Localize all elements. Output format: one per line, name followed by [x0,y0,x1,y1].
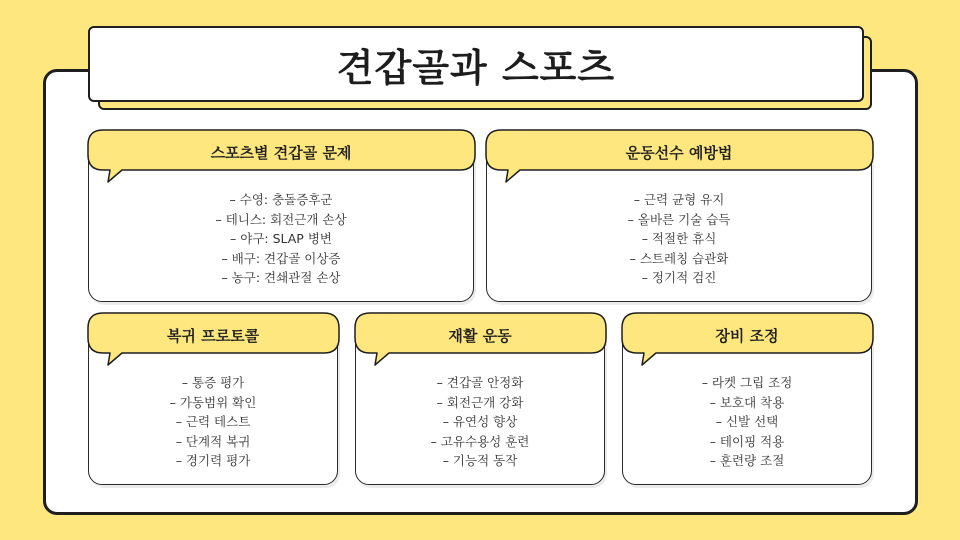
card-rehab-exercise [355,313,605,485]
list-item: – 보호대 착용 [709,394,785,410]
list-item: – 기능적 동작 [442,453,518,468]
card-heading: 장비 조정 [715,326,779,345]
list-item: – 올바른 기술 습득 [627,211,731,227]
list-item: – 근력 테스트 [175,414,251,429]
list-item: – 근력 균형 유지 [633,192,725,207]
list-item: – 통증 평가 [181,375,245,390]
list-item: – 견갑골 안정화 [436,375,524,390]
card-heading: 복귀 프로토콜 [166,326,260,345]
list-item: – 신발 선택 [715,414,779,429]
card-heading: 운동선수 예방법 [625,143,733,162]
card-list [623,373,871,471]
list-item: – 수영: 충돌증후군 [229,192,333,207]
list-item: – 단계적 복귀 [175,433,251,449]
list-item: – 유연성 향상 [442,414,518,429]
card-list [356,373,604,471]
card-list [89,190,473,288]
list-item: – 가동범위 확인 [169,394,257,410]
list-item: – 적절한 휴식 [641,231,717,246]
list-item: – 테이핑 적용 [709,433,785,449]
list-item: – 테니스: 회전근개 손상 [215,211,347,227]
list-item: – 회전근개 강화 [436,394,524,410]
list-item: – 농구: 견쇄관절 손상 [221,270,341,285]
list-item: – 야구: SLAP 병변 [230,231,332,246]
title-card [88,26,864,102]
card-list [89,373,337,471]
card-heading: 스포츠별 견갑골 문제 [210,143,352,162]
page-title: 견갑골과 스포츠 [336,45,616,90]
list-item: – 라켓 그립 조정 [701,375,793,390]
list-item: – 고유수용성 훈련 [430,433,530,449]
card-list [487,190,871,288]
card-athlete-prevention [486,130,872,302]
list-item: – 스트레칭 습관화 [629,250,729,266]
card-return-protocol [88,313,338,485]
card-equipment-adjustment [622,313,872,485]
card-sport-problems [88,130,474,302]
card-heading: 재활 운동 [448,326,512,345]
list-item: – 경기력 평가 [175,453,251,468]
list-item: – 훈련량 조절 [709,453,785,468]
list-item: – 배구: 견갑골 이상증 [221,250,341,266]
list-item: – 정기적 검진 [641,270,717,285]
